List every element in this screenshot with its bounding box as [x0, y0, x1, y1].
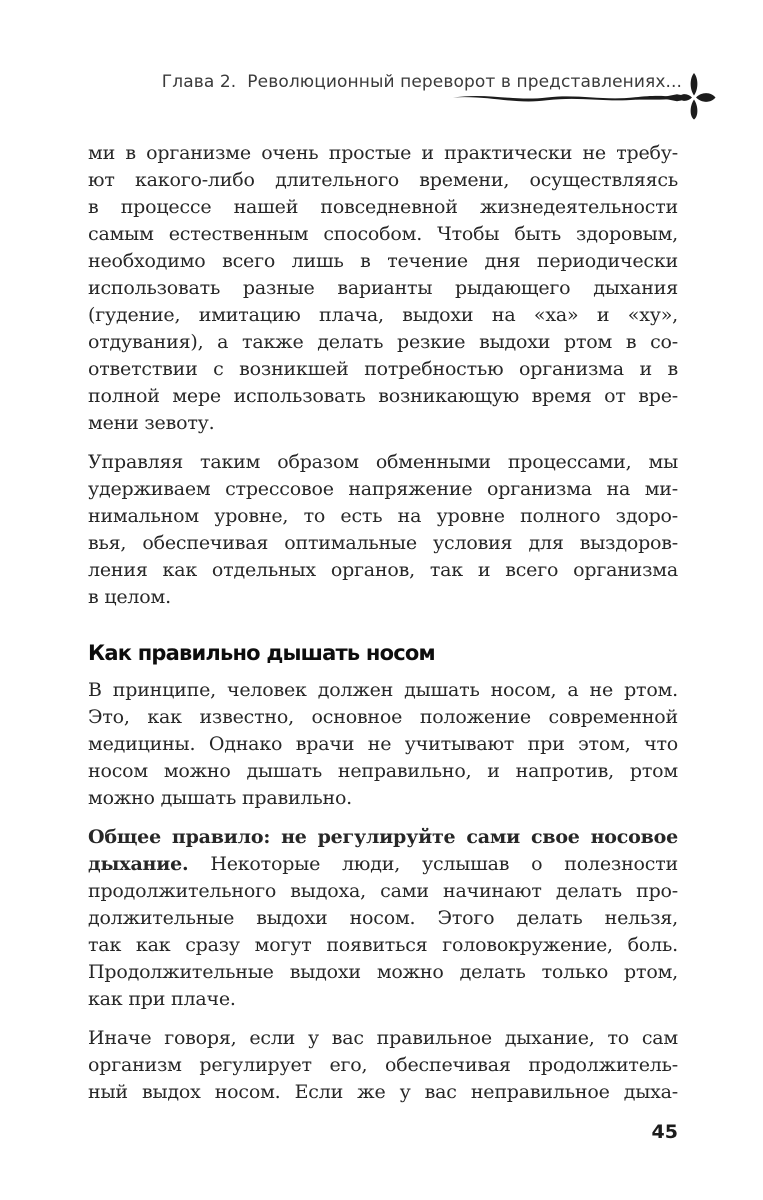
text-line — [88, 167, 678, 194]
text-segment: как при плаче. — [88, 988, 236, 1010]
text-line — [88, 275, 678, 302]
text-line — [88, 959, 678, 986]
bold-text: Общее правило: не регулируйте сами свое носовое — [88, 826, 678, 848]
text-line — [88, 824, 678, 851]
text-line — [88, 221, 678, 248]
text-segment: в целом. — [88, 586, 171, 608]
text-segment: Продолжительные выдохи можно делать только ртом, — [88, 961, 678, 983]
text-segment: Управляя таким образом обменными процессами, мы — [88, 451, 678, 473]
text-segment: ют какого-либо длительного времени, осуществляясь — [88, 169, 678, 191]
text-line — [88, 140, 678, 167]
text-segment: нимальном уровне, то есть на уровне полного здоро- — [88, 505, 678, 527]
text-segment: Некоторые люди, услышав о полезности — [188, 853, 678, 875]
text-segment: отдувания), а также делать резкие выдохи ртом в со- — [88, 331, 678, 353]
text-segment: в процессе нашей повседневной жизнедеятельности — [88, 196, 678, 218]
text-line — [88, 302, 678, 329]
text-line — [88, 878, 678, 905]
text-segment: можно дышать правильно. — [88, 787, 353, 809]
paragraph — [88, 1025, 678, 1106]
text-line — [88, 584, 678, 611]
text-segment: ный выдох носом. Если же у вас неправильное дыха- — [88, 1081, 678, 1103]
text-segment: полной мере использовать возникающую время от вре- — [88, 385, 678, 407]
chapter-title: Глава 2. Революционный переворот в представлениях... — [161, 72, 682, 92]
text-line — [88, 905, 678, 932]
text-segment: Это, как известно, основное положение современной — [88, 706, 678, 728]
text-line — [88, 677, 678, 704]
text-segment: необходимо всего лишь в течение дня периодически — [88, 250, 678, 272]
text-line — [88, 932, 678, 959]
text-segment: так как сразу могут появиться головокружение, боль. — [88, 934, 678, 956]
text-line — [88, 248, 678, 275]
text-line — [88, 329, 678, 356]
text-segment: организм регулирует его, обеспечивая продолжитель- — [88, 1054, 678, 1076]
text-segment: должительные выдохи носом. Этого делать нельзя, — [88, 907, 678, 929]
text-segment: вья, обеспечивая оптимальные условия для выздоров- — [88, 532, 678, 554]
text-segment: ми в организме очень простые и практически не требу- — [88, 142, 678, 164]
text-line — [88, 758, 678, 785]
text-segment: медицины. Однако врачи не учитывают при этом, что — [88, 733, 678, 755]
text-line — [88, 557, 678, 584]
bold-text: дыхание. — [88, 853, 189, 875]
body-text — [88, 140, 678, 1118]
paragraph — [88, 449, 678, 611]
text-line — [88, 851, 678, 878]
text-segment: ответствии с возникшей потребностью организма и в — [88, 358, 678, 380]
text-segment: мени зевоту. — [88, 412, 215, 434]
section-heading: Как правильно дышать носом — [88, 641, 435, 665]
flourish-flower-icon — [451, 70, 719, 122]
text-segment: продолжительного выдоха, сами начинают делать про- — [88, 880, 678, 902]
page-number: 45 — [651, 1121, 678, 1143]
text-segment: В принципе, человек должен дышать носом, а не ртом. — [88, 679, 678, 701]
text-line — [88, 383, 678, 410]
text-segment: ления как отдельных органов, так и всего организма — [88, 559, 678, 581]
paragraph — [88, 824, 678, 1013]
text-line — [88, 449, 678, 476]
text-line — [88, 356, 678, 383]
text-line — [88, 503, 678, 530]
text-line — [88, 704, 678, 731]
text-line — [88, 785, 678, 812]
text-line — [88, 410, 678, 437]
text-segment: (гудение, имитацию плача, выдохи на «ха» и «ху», — [88, 304, 678, 326]
text-segment: самым естественным способом. Чтобы быть здоровым, — [88, 223, 678, 245]
text-line — [88, 530, 678, 557]
text-line — [88, 194, 678, 221]
text-segment: Иначе говоря, если у вас правильное дыхание, то сам — [88, 1027, 678, 1049]
text-segment: носом можно дышать неправильно, и напротив, ртом — [88, 760, 678, 782]
text-line — [88, 986, 678, 1013]
text-line — [88, 1079, 678, 1106]
paragraph — [88, 140, 678, 437]
paragraph — [88, 677, 678, 812]
text-line — [88, 476, 678, 503]
text-line — [88, 1025, 678, 1052]
text-segment: использовать разные варианты рыдающего дыхания — [88, 277, 678, 299]
text-line — [88, 1052, 678, 1079]
text-line — [88, 731, 678, 758]
text-segment: удерживаем стрессовое напряжение организма на ми- — [88, 478, 678, 500]
